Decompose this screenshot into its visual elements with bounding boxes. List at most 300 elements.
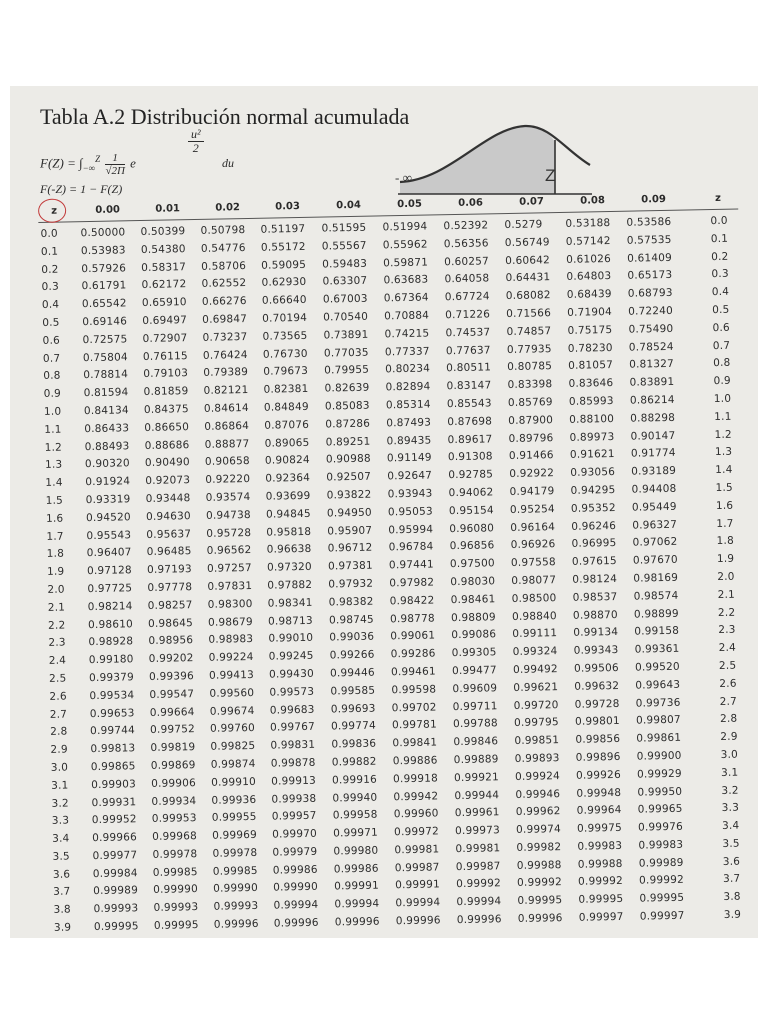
table-cell: 0.58317 xyxy=(141,260,187,274)
table-cell: 0.99986 xyxy=(272,863,318,877)
table-cell: 0.60642 xyxy=(505,253,551,267)
table-cell: 0.99993 xyxy=(93,902,139,916)
table-cell: 0.99984 xyxy=(92,866,138,880)
table-cell: 0.96856 xyxy=(449,539,495,553)
row-z-label-right: 1.8 xyxy=(716,535,735,548)
table-cell: 0.99916 xyxy=(331,773,378,787)
table-cell: 0.86650 xyxy=(144,420,190,434)
table-cell: 0.99807 xyxy=(635,714,681,727)
table-cell: 0.90824 xyxy=(264,454,310,468)
table-cell: 0.99534 xyxy=(89,688,135,702)
fraction-numerator: 1 xyxy=(105,152,124,165)
row-z-label: 3.0 xyxy=(50,761,69,774)
row-z-label-right: 3.5 xyxy=(722,837,740,850)
table-cell: 0.80511 xyxy=(446,361,492,375)
table-cell: 0.98124 xyxy=(572,572,618,586)
table-cell: 0.99975 xyxy=(576,822,623,835)
table-cell: 0.79673 xyxy=(263,365,309,379)
row-z-label-right: 0.7 xyxy=(712,339,731,352)
z-table xyxy=(38,191,752,938)
differential: du xyxy=(222,156,234,170)
table-cell: 0.99989 xyxy=(93,884,139,898)
table-cell: 0.74857 xyxy=(506,324,552,338)
table-cell: 0.85769 xyxy=(507,396,553,409)
table-cell: 0.99202 xyxy=(148,652,194,666)
table-cell: 0.92507 xyxy=(326,470,372,484)
table-cell: 0.88493 xyxy=(84,439,130,453)
table-cell: 0.99396 xyxy=(148,670,195,683)
table-cell: 0.92220 xyxy=(205,473,251,486)
table-cell: 0.78814 xyxy=(83,368,129,382)
table-cell: 0.83891 xyxy=(629,375,675,389)
table-cell: 0.95154 xyxy=(448,504,494,517)
table-cell: 0.72240 xyxy=(628,304,674,318)
table-cell: 0.99940 xyxy=(332,791,378,804)
table-cell: 0.90988 xyxy=(325,453,371,466)
table-cell: 0.98713 xyxy=(267,614,313,628)
table-cell: 0.91774 xyxy=(630,447,676,461)
table-cell: 0.99978 xyxy=(212,846,258,860)
table-cell: 0.99893 xyxy=(514,751,560,765)
formula-lhs: F(Z) = ∫ xyxy=(40,155,83,171)
table-cell: 0.95543 xyxy=(86,528,132,542)
table-cell: 0.93189 xyxy=(631,464,677,478)
table-cell: 0.99324 xyxy=(512,645,558,659)
table-cell: 0.99994 xyxy=(273,899,319,912)
table-cell: 0.99598 xyxy=(391,683,437,697)
table-cell: 0.77935 xyxy=(506,342,552,356)
table-cell: 0.99973 xyxy=(455,824,501,838)
table-cell: 0.50399 xyxy=(140,225,186,239)
table-cell: 0.59871 xyxy=(383,256,429,269)
column-header: 0.03 xyxy=(275,200,301,213)
integral-upper-limit: Z xyxy=(95,154,101,165)
table-cell: 0.60257 xyxy=(444,254,490,268)
column-header: 0.09 xyxy=(641,193,666,206)
table-cell: 0.99760 xyxy=(209,722,256,736)
table-cell: 0.99801 xyxy=(574,715,620,729)
table-cell: 0.92364 xyxy=(265,471,311,485)
table-cell: 0.89796 xyxy=(508,431,554,445)
table-cell: 0.97725 xyxy=(87,582,133,596)
table-cell: 0.98300 xyxy=(207,597,253,611)
table-cell: 0.62930 xyxy=(261,276,307,290)
column-header: 0.01 xyxy=(155,203,181,215)
table-cell: 0.99995 xyxy=(153,919,199,932)
table-cell: 0.65542 xyxy=(81,297,127,311)
table-cell: 0.97320 xyxy=(266,560,312,574)
table-cell: 0.99964 xyxy=(576,804,622,818)
row-z-label-right: 1.5 xyxy=(715,481,734,494)
table-cell: 0.97932 xyxy=(328,577,374,591)
row-z-label: 3.3 xyxy=(51,814,70,828)
normalizing-fraction xyxy=(105,152,124,177)
table-cell: 0.99609 xyxy=(452,681,498,695)
exponential-base: e xyxy=(130,155,136,171)
table-cell: 0.99245 xyxy=(268,649,314,663)
table-body xyxy=(38,213,752,938)
row-z-label: 3.6 xyxy=(52,868,71,881)
table-cell: 0.99266 xyxy=(329,648,375,662)
row-z-label-right: 1.4 xyxy=(715,463,733,477)
table-cell: 0.89065 xyxy=(264,436,310,450)
table-cell: 0.71226 xyxy=(445,308,491,322)
table-cell: 0.84849 xyxy=(263,400,309,414)
table-cell: 0.92073 xyxy=(145,474,191,488)
table-cell: 0.89435 xyxy=(386,434,432,447)
row-z-label: 2.7 xyxy=(49,708,68,721)
table-cell: 0.53586 xyxy=(626,215,672,229)
table-cell: 0.88298 xyxy=(630,411,676,425)
table-cell: 0.98983 xyxy=(208,633,254,647)
table-cell: 0.56356 xyxy=(443,237,489,251)
table-cell: 0.99560 xyxy=(209,686,255,700)
table-cell: 0.99996 xyxy=(334,915,380,929)
table-cell: 0.68793 xyxy=(627,287,673,300)
table-cell: 0.82639 xyxy=(324,381,370,395)
table-cell: 0.66276 xyxy=(201,295,247,309)
table-cell: 0.95352 xyxy=(570,501,616,515)
table-cell: 0.5279 xyxy=(504,218,543,232)
row-z-label: 1.5 xyxy=(45,494,64,507)
row-z-label: 0.3 xyxy=(41,281,60,294)
table-cell: 0.99976 xyxy=(637,820,684,834)
table-cell: 0.99061 xyxy=(390,629,436,643)
table-cell: 0.91149 xyxy=(386,451,432,465)
column-header: 0.05 xyxy=(397,198,423,211)
table-cell: 0.89251 xyxy=(325,435,371,449)
table-cell: 0.99968 xyxy=(152,830,198,844)
table-cell: 0.69497 xyxy=(142,314,188,328)
table-cell: 0.70540 xyxy=(323,310,369,324)
row-z-label: 2.9 xyxy=(50,743,68,756)
table-cell: 0.98574 xyxy=(633,589,679,603)
row-z-label: 3.4 xyxy=(52,832,70,845)
table-cell: 0.74215 xyxy=(384,327,430,341)
table-cell: 0.99979 xyxy=(272,845,318,859)
table-cell: 0.73237 xyxy=(202,330,248,344)
row-z-label: 3.8 xyxy=(53,903,71,917)
table-cell: 0.99971 xyxy=(333,826,379,840)
row-z-label: 0.6 xyxy=(42,334,61,347)
table-cell: 0.99446 xyxy=(329,666,376,680)
table-cell: 0.96327 xyxy=(632,518,678,532)
table-cell: 0.99944 xyxy=(454,788,500,802)
table-cell: 0.99994 xyxy=(395,896,441,910)
table-cell: 0.57142 xyxy=(565,234,611,248)
table-cell: 0.99111 xyxy=(512,627,558,641)
row-z-label-right: 2.0 xyxy=(717,570,735,583)
table-cell: 0.99991 xyxy=(395,878,441,892)
row-z-label-right: 2.1 xyxy=(717,588,736,601)
table-cell: 0.74537 xyxy=(445,326,491,339)
table-cell: 0.99343 xyxy=(573,644,619,657)
table-cell: 0.64431 xyxy=(505,271,551,285)
table-cell: 0.99903 xyxy=(91,777,137,791)
table-cell: 0.79955 xyxy=(324,364,370,377)
row-z-label: 2.0 xyxy=(47,583,65,596)
table-cell: 0.68439 xyxy=(566,288,612,302)
table-cell: 0.64803 xyxy=(566,270,612,284)
table-cell: 0.71566 xyxy=(506,307,552,321)
symmetry-identity: F(-Z) = 1 − F(Z) xyxy=(40,182,123,196)
table-cell: 0.99994 xyxy=(334,897,380,911)
table-cell: 0.77035 xyxy=(323,346,369,360)
row-z-label-right: 3.1 xyxy=(720,766,739,779)
table-cell: 0.77637 xyxy=(445,343,491,357)
table-cell: 0.87900 xyxy=(508,413,554,427)
table-cell: 0.99974 xyxy=(515,823,562,837)
row-z-label-right: 1.3 xyxy=(714,446,733,459)
table-cell: 0.99379 xyxy=(88,671,135,685)
table-cell: 0.99461 xyxy=(390,665,436,679)
integral-lower-limit: −∞ xyxy=(82,163,96,174)
table-cell: 0.57535 xyxy=(626,233,672,247)
row-z-label-right: 1.7 xyxy=(716,517,734,530)
table-cell: 0.80785 xyxy=(507,360,553,374)
table-cell: 0.99134 xyxy=(573,626,619,640)
table-cell: 0.98382 xyxy=(328,595,374,609)
row-z-label-right: 1.9 xyxy=(716,552,735,566)
table-cell: 0.98745 xyxy=(328,613,374,627)
table-cell: 0.99896 xyxy=(575,750,621,764)
table-cell: 0.99918 xyxy=(392,772,439,785)
table-cell: 0.94295 xyxy=(570,483,616,497)
row-z-label: 1.0 xyxy=(43,405,62,418)
table-cell: 0.99926 xyxy=(575,768,622,782)
table-cell: 0.96926 xyxy=(510,538,556,552)
table-cell: 0.99995 xyxy=(517,894,563,908)
table-cell: 0.99983 xyxy=(577,839,623,853)
table-cell: 0.95053 xyxy=(387,505,433,519)
row-z-label-right: 0.0 xyxy=(710,214,728,228)
row-z-label-right: 2.8 xyxy=(719,712,738,726)
table-cell: 0.63307 xyxy=(322,275,368,288)
table-cell: 0.99982 xyxy=(516,840,562,854)
table-cell: 0.99924 xyxy=(514,769,561,783)
table-cell: 0.99966 xyxy=(92,831,138,845)
row-z-label-right: 3.6 xyxy=(722,855,741,868)
table-cell: 0.98809 xyxy=(450,610,496,624)
table-cell: 0.99836 xyxy=(331,737,377,751)
table-cell: 0.55567 xyxy=(321,239,367,253)
row-z-label: 0.7 xyxy=(42,352,61,365)
table-cell: 0.99990 xyxy=(153,883,199,897)
row-z-label-right: 0.8 xyxy=(713,357,731,370)
table-cell: 0.94950 xyxy=(326,506,372,520)
row-z-label: 1.2 xyxy=(44,441,63,454)
table-cell: 0.83147 xyxy=(446,379,492,393)
table-cell: 0.72575 xyxy=(82,333,128,346)
table-cell: 0.97193 xyxy=(146,563,192,577)
table-cell: 0.98537 xyxy=(572,590,618,604)
table-cell: 0.94520 xyxy=(85,511,131,524)
table-cell: 0.99988 xyxy=(577,857,623,871)
table-cell: 0.99865 xyxy=(90,760,136,773)
table-cell: 0.99989 xyxy=(638,856,684,870)
table-cell: 0.99996 xyxy=(213,917,259,931)
table-cell: 0.99683 xyxy=(269,703,315,717)
table-cell: 0.96712 xyxy=(327,541,373,555)
table-cell: 0.99983 xyxy=(638,838,684,852)
table-cell: 0.91924 xyxy=(85,475,131,489)
row-z-label-right: 1.0 xyxy=(713,392,732,406)
table-cell: 0.99846 xyxy=(453,735,499,749)
table-cell: 0.99970 xyxy=(272,827,318,841)
table-cell: 0.99851 xyxy=(514,734,560,748)
table-cell: 0.99969 xyxy=(212,829,258,842)
table-cell: 0.67003 xyxy=(322,292,368,306)
table-cell: 0.99906 xyxy=(151,776,197,790)
row-z-label-right: 2.5 xyxy=(718,659,737,672)
table-cell: 0.52392 xyxy=(443,219,489,233)
table-cell: 0.99953 xyxy=(151,812,197,826)
table-cell: 0.99882 xyxy=(331,755,377,769)
table-cell: 0.57926 xyxy=(81,261,127,275)
table-cell: 0.99996 xyxy=(456,913,502,927)
row-z-label-right: 2.9 xyxy=(720,730,738,744)
table-cell: 0.54776 xyxy=(200,241,246,255)
table-cell: 0.98956 xyxy=(148,634,194,648)
table-cell: 0.99980 xyxy=(333,844,379,858)
z-axis-label: Z xyxy=(545,166,556,185)
row-z-label: 0.5 xyxy=(42,316,60,329)
table-cell: 0.91308 xyxy=(447,450,493,464)
row-z-label-right: 3.7 xyxy=(722,873,741,886)
table-cell: 0.99413 xyxy=(208,668,255,682)
row-z-label: 2.1 xyxy=(47,601,66,614)
table-cell: 0.98077 xyxy=(511,574,557,587)
table-cell: 0.76115 xyxy=(142,349,188,363)
table-cell: 0.99985 xyxy=(212,864,258,878)
table-cell: 0.54380 xyxy=(140,242,186,256)
table-cell: 0.99010 xyxy=(268,632,314,645)
table-cell: 0.88100 xyxy=(569,412,615,426)
table-cell: 0.99861 xyxy=(636,731,682,745)
table-cell: 0.73891 xyxy=(323,328,369,342)
table-cell: 0.69847 xyxy=(202,312,248,326)
row-z-label-right: 0.5 xyxy=(712,303,730,317)
table-cell: 0.62552 xyxy=(201,277,247,291)
table-cell: 0.94062 xyxy=(448,486,494,500)
table-cell: 0.95637 xyxy=(146,527,192,541)
table-cell: 0.97615 xyxy=(571,555,617,568)
table-cell: 0.99767 xyxy=(269,721,316,734)
table-cell: 0.98257 xyxy=(147,598,193,612)
table-cell: 0.99477 xyxy=(451,664,497,678)
shaded-area xyxy=(400,126,555,194)
row-z-label: 0.2 xyxy=(41,263,59,276)
table-cell: 0.96995 xyxy=(571,537,617,551)
table-cell: 0.85543 xyxy=(446,397,492,411)
table-cell: 0.94738 xyxy=(205,508,251,522)
table-cell: 0.99856 xyxy=(575,733,621,746)
column-header: 0.04 xyxy=(336,199,362,212)
table-cell: 0.93699 xyxy=(265,489,311,503)
table-cell: 0.99929 xyxy=(636,767,682,781)
row-z-label: 0.1 xyxy=(40,245,59,258)
table-cell: 0.99994 xyxy=(456,895,502,909)
table-cell: 0.87493 xyxy=(386,416,432,430)
table-cell: 0.99841 xyxy=(392,736,438,750)
row-z-label: 1.6 xyxy=(45,512,64,525)
table-cell: 0.94179 xyxy=(509,485,555,498)
table-cell: 0.86433 xyxy=(84,422,130,435)
table-cell: 0.98169 xyxy=(633,571,679,585)
table-cell: 0.51994 xyxy=(382,220,428,234)
table-cell: 0.99948 xyxy=(576,786,622,800)
table-cell: 0.94630 xyxy=(145,509,191,523)
table-cell: 0.78524 xyxy=(628,340,674,354)
exponent xyxy=(188,128,204,155)
table-cell: 0.66640 xyxy=(261,294,307,307)
table-cell: 0.99992 xyxy=(517,876,563,890)
table-cell: 0.59483 xyxy=(322,257,368,271)
table-cell: 0.82894 xyxy=(385,380,431,394)
row-z-label-right: 0.1 xyxy=(710,232,729,245)
table-cell: 0.98610 xyxy=(87,617,134,631)
row-z-label: 3.9 xyxy=(53,921,72,934)
table-cell: 0.61791 xyxy=(81,279,127,293)
table-cell: 0.99950 xyxy=(637,785,683,799)
table-cell: 0.68082 xyxy=(505,289,551,303)
table-cell: 0.92922 xyxy=(509,467,555,481)
table-cell: 0.99995 xyxy=(578,893,624,907)
table-cell: 0.99985 xyxy=(152,865,198,879)
row-z-label: 2.2 xyxy=(47,619,66,632)
table-cell: 0.98899 xyxy=(633,607,679,621)
row-z-label-right: 3.8 xyxy=(723,890,741,904)
table-cell: 0.92647 xyxy=(387,469,433,483)
table-cell: 0.90320 xyxy=(84,457,130,471)
table-cell: 0.99674 xyxy=(209,704,255,718)
table-cell: 0.98214 xyxy=(87,599,133,613)
table-cell: 0.98840 xyxy=(511,609,557,623)
table-cell: 0.95449 xyxy=(631,500,677,514)
row-z-label: 1.7 xyxy=(46,530,64,543)
fraction-denominator: √2Π xyxy=(105,165,125,177)
row-z-label: 1.4 xyxy=(45,476,63,490)
table-cell: 0.99869 xyxy=(150,758,196,772)
table-cell: 0.98679 xyxy=(207,615,253,629)
table-cell: 0.96784 xyxy=(388,540,434,554)
table-cell: 0.59095 xyxy=(261,258,307,272)
table-cell: 0.99752 xyxy=(150,723,196,737)
table-cell: 0.95254 xyxy=(509,502,555,516)
table-cell: 0.99086 xyxy=(451,628,497,642)
table-cell: 0.79389 xyxy=(203,366,249,380)
table-cell: 0.99520 xyxy=(634,660,680,674)
table-cell: 0.99996 xyxy=(517,912,563,925)
table-cell: 0.97831 xyxy=(207,579,253,593)
table-cell: 0.53188 xyxy=(565,217,611,230)
table-cell: 0.96164 xyxy=(510,520,556,534)
row-z-label-right: 0.6 xyxy=(712,321,730,334)
table-cell: 0.96485 xyxy=(146,545,192,559)
table-cell: 0.97128 xyxy=(86,564,132,578)
table-cell: 0.73565 xyxy=(262,329,308,343)
table-cell: 0.93056 xyxy=(570,466,616,479)
column-header: 0.00 xyxy=(95,204,121,216)
row-z-label: 0.9 xyxy=(43,387,62,401)
table-cell: 0.98928 xyxy=(88,635,134,649)
row-z-label: 2.5 xyxy=(49,672,67,685)
table-cell: 0.97982 xyxy=(389,576,435,590)
table-cell: 0.99934 xyxy=(151,794,197,808)
table-cell: 0.99774 xyxy=(330,719,377,733)
neg-infinity-label: - ∞ xyxy=(395,170,412,185)
table-cell: 0.99986 xyxy=(333,862,379,876)
